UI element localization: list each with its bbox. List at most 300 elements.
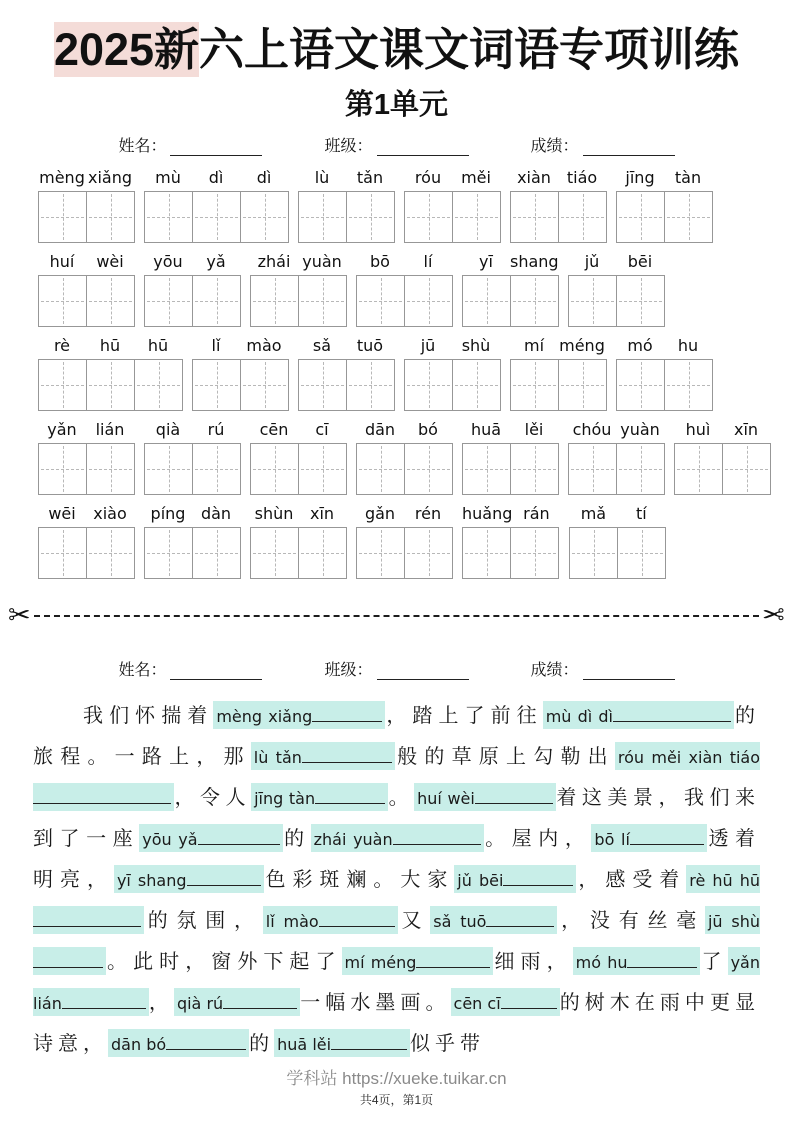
blank-line [501,995,557,1009]
word-group [462,504,560,579]
writing-box [192,359,241,411]
pinyin-labels [568,420,665,443]
writing-box [462,275,511,327]
pinyin-labels [298,336,395,359]
word-group [38,504,135,579]
writing-box [558,191,607,243]
blank-line [198,831,280,845]
writing-box [250,443,299,495]
passage-text: 。屋内， [483,827,592,850]
pinyin-labels [298,168,395,191]
pinyin-row [38,252,793,327]
word-group [568,252,665,327]
writing-box [462,527,511,579]
pinyin-labels [144,420,241,443]
pinyin-syllable: tuō [356,335,384,355]
writing-boxes [356,275,453,327]
writing-boxes [569,527,666,579]
pinyin-syllable: lián [95,419,125,439]
writing-box [38,527,87,579]
blank-pinyin: mí méng [344,952,417,972]
fill-blank [414,783,556,811]
writing-box [664,191,713,243]
fill-blank [591,824,706,852]
writing-boxes [462,275,559,327]
pinyin-syllable: wèi [96,251,124,271]
pinyin-syllable: hū [147,335,169,355]
writing-box [298,359,347,411]
writing-box [298,275,347,327]
pinyin-labels [616,168,713,191]
pinyin-row [38,504,793,579]
blank-pinyin: mèng xiǎng [216,706,313,726]
cut-line [8,599,785,633]
info-field [531,657,675,680]
passage-text: 的氛围， [144,909,263,932]
pinyin-syllable: lí [423,251,433,271]
pinyin-syllable: lěi [524,419,544,439]
passage-text: ，没有丝毫 [557,909,705,932]
passage-text: 的 [249,1032,275,1055]
writing-boxes [250,527,347,579]
writing-box [192,443,241,495]
blank-line [62,995,146,1009]
word-group [298,336,395,411]
info-row [0,133,793,156]
pinyin-labels [192,336,289,359]
passage-text: 。 [388,786,415,809]
info-field-label: 成绩： [530,137,579,155]
blank-line [331,1036,407,1050]
pinyin-syllable: yī [479,251,493,271]
pinyin-syllable: xiǎng [87,167,132,187]
writing-box [404,443,453,495]
writing-boxes [298,359,395,411]
pinyin-labels [404,168,501,191]
blank-pinyin: yī shang [116,870,187,890]
writing-boxes [38,443,135,495]
fill-blank [573,947,701,975]
passage-text: 的 [282,827,311,850]
fill-blank [108,1029,249,1057]
pinyin-syllable: mào [246,335,282,355]
pinyin-syllable: píng [150,503,186,523]
info-blank-line [583,138,675,156]
writing-box [568,275,617,327]
word-group [356,252,453,327]
word-group [144,420,241,495]
pinyin-labels [569,504,666,527]
pinyin-syllable: rén [414,503,442,523]
blank-line [33,913,141,927]
passage-text: 细雨， [493,950,573,973]
passage-text: ，踏上了前往 [385,704,543,727]
pinyin-labels [250,504,347,527]
word-group [192,336,289,411]
writing-boxes [298,191,395,243]
dashed-line [34,615,760,617]
writing-box [86,527,135,579]
pinyin-labels [510,336,607,359]
blank-pinyin: lǐ mào [265,911,319,931]
info-field-label: 姓名： [118,137,167,155]
writing-box [452,359,501,411]
pinyin-syllable: huǎng [462,503,513,523]
pinyin-labels [356,420,453,443]
writing-boxes [510,359,607,411]
writing-box [298,527,347,579]
pinyin-syllable: tí [636,503,647,523]
pinyin-labels [38,336,183,359]
info-field [324,133,468,156]
pinyin-syllable: xīn [733,419,759,439]
pinyin-syllable: hū [99,335,121,355]
pinyin-labels [510,168,607,191]
pinyin-syllable: xīn [309,503,335,523]
passage-text: ，感受着 [576,868,687,891]
blank-line [33,790,171,804]
word-group [616,336,713,411]
pinyin-row [38,336,793,411]
writing-box [510,359,559,411]
writing-boxes [356,443,453,495]
fill-blank [139,824,282,852]
writing-boxes [404,191,501,243]
fill-blank [251,783,388,811]
word-group [144,252,241,327]
writing-box [462,443,511,495]
writing-box [452,191,501,243]
passage-text: 的旅程。一路上，那 [33,704,761,768]
pinyin-syllable: róu [414,167,442,187]
fill-blank [174,988,300,1016]
blank-pinyin: cēn cī [453,993,501,1013]
writing-boxes [616,359,713,411]
pinyin-labels [38,252,135,275]
fill-blank [543,701,734,729]
pinyin-syllable: tiáo [566,167,598,187]
writing-box [38,191,87,243]
writing-box [616,443,665,495]
word-group [38,168,135,243]
word-group [38,336,183,411]
pinyin-labels [568,252,665,275]
writing-box [664,359,713,411]
passage-text: 一幅水墨画。 [300,991,451,1014]
pinyin-labels [38,168,135,191]
writing-box [192,275,241,327]
pinyin-syllable: huā [470,419,502,439]
word-group [510,168,607,243]
fill-blank [114,865,264,893]
writing-boxes [510,191,607,243]
word-group [568,420,665,495]
word-group [356,420,453,495]
pinyin-labels [144,504,241,527]
fill-blank [430,906,557,934]
pinyin-syllable: lù [314,167,330,187]
pinyin-syllable: shù [461,335,491,355]
pinyin-syllable: gǎn [364,503,396,523]
pinyin-syllable: qià [155,419,181,439]
pinyin-syllable: xiào [93,503,127,523]
writing-boxes [192,359,289,411]
pinyin-row [38,420,793,495]
pinyin-syllable: měi [461,167,491,187]
blank-line [33,954,103,968]
writing-box [404,275,453,327]
writing-boxes [674,443,771,495]
passage-text: 色彩斑斓。大家 [263,868,455,891]
pinyin-syllable: hu [677,335,699,355]
scissors-icon: ✂ [8,600,31,631]
writing-box [192,527,241,579]
writing-box [298,191,347,243]
pinyin-labels [674,420,771,443]
pinyin-labels [38,504,135,527]
pinyin-syllable: rán [523,503,550,523]
pinyin-syllable: yōu [153,251,183,271]
writing-box [250,527,299,579]
pinyin-syllable: bō [370,251,390,271]
info-row [0,657,793,680]
pinyin-syllable: cī [315,419,329,439]
passage [33,696,760,1065]
word-group [674,420,771,495]
writing-box [404,191,453,243]
pinyin-syllable: rè [53,335,71,355]
blank-pinyin: jǔ bēi [457,870,504,890]
blank-line [475,790,553,804]
pinyin-syllable: jǔ [584,251,600,271]
writing-box [558,359,607,411]
pinyin-syllable: shùn [254,503,294,523]
info-blank-line [170,662,262,680]
pinyin-syllable: dì [256,167,272,187]
word-group [250,504,347,579]
site-link: 学科站 https://xueke.tuikar.cn [286,1069,507,1088]
pinyin-labels [462,252,559,275]
passage-text: 。此时，窗外下起了 [106,950,342,973]
word-group [298,168,395,243]
blank-pinyin: jū shù [707,911,761,931]
info-field-label: 班级： [324,661,373,679]
writing-boxes [144,443,241,495]
pinyin-syllable: mí [523,335,545,355]
pinyin-syllable: dì [208,167,224,187]
writing-box [144,191,193,243]
pinyin-syllable: huì [685,419,711,439]
blank-pinyin: qià rú [176,993,224,1013]
pinyin-syllable: jū [420,335,436,355]
blank-line [486,913,554,927]
scissors-icon: ✂ [762,600,785,631]
fill-blank [451,988,560,1016]
pinyin-syllable: yǎn [47,419,77,439]
writing-box [86,191,135,243]
word-group [250,252,347,327]
writing-boxes [250,275,347,327]
word-group [462,252,559,327]
writing-boxes [144,527,241,579]
fill-blank [311,824,484,852]
writing-boxes [568,275,665,327]
writing-box [617,527,666,579]
pinyin-syllable: sǎ [312,335,332,355]
pinyin-labels [462,504,560,527]
pinyin-syllable: zhái [257,251,291,271]
blank-pinyin: mó hu [575,952,628,972]
pinyin-syllable: dàn [200,503,232,523]
word-group [250,420,347,495]
info-blank-line [583,662,675,680]
word-group [144,504,241,579]
writing-box [569,527,618,579]
pinyin-syllable: yǎ [206,251,226,271]
writing-box [404,359,453,411]
writing-boxes [404,359,501,411]
writing-box [568,443,617,495]
writing-boxes [616,191,713,243]
passage-text: 透着明亮， [33,827,760,891]
pinyin-syllable: huí [49,251,75,271]
pinyin-syllable: shang [510,251,559,271]
info-field [118,133,262,156]
pinyin-labels [356,252,453,275]
blank-pinyin: bō lí [594,829,630,849]
page-count: 共4页，第1页 [359,1093,434,1107]
writing-box [240,359,289,411]
pinyin-labels [250,420,347,443]
pinyin-syllable: tàn [674,167,702,187]
passage-text: 着这美景，我们来到了一座 [33,786,761,850]
pinyin-syllable: méng [559,335,605,355]
page-title [8,24,785,76]
pinyin-section [38,168,793,579]
info-blank-line [170,138,262,156]
writing-box [38,275,87,327]
pinyin-syllable: mǎ [580,503,607,523]
writing-box [616,275,665,327]
passage-text: ，令人 [174,786,252,809]
pinyin-labels [144,252,241,275]
pinyin-syllable: mó [627,335,653,355]
writing-box [144,527,193,579]
blank-line [613,708,731,722]
passage-text: 似乎带 [410,1032,486,1055]
writing-box [86,359,135,411]
blank-pinyin: rè hū hū [689,870,761,890]
blank-pinyin: huí wèi [417,788,475,808]
pinyin-syllable: mù [155,167,181,187]
word-group [569,504,666,579]
pinyin-syllable: xiàn [517,167,551,187]
passage-text: 了 [700,950,728,973]
writing-box [346,359,395,411]
pinyin-syllable: tǎn [356,167,384,187]
word-group [356,504,453,579]
blank-pinyin: mù dì dì [545,706,613,726]
writing-box [722,443,771,495]
blank-line [503,872,573,886]
writing-box [38,443,87,495]
word-group [462,420,559,495]
word-group [404,336,501,411]
pinyin-syllable: jīng [625,167,655,187]
writing-box [616,191,665,243]
writing-box [510,443,559,495]
writing-boxes [356,527,453,579]
pinyin-labels [356,504,453,527]
blank-line [319,913,395,927]
blank-pinyin: lù tǎn [253,747,302,767]
blank-line [393,831,481,845]
blank-pinyin: yōu yǎ [142,829,198,849]
pinyin-syllable: cēn [259,419,289,439]
passage-text: 又 [397,909,431,932]
writing-boxes [38,191,135,243]
info-field [324,657,468,680]
writing-box [144,443,193,495]
info-blank-line [377,138,469,156]
pinyin-syllable: bēi [627,251,653,271]
writing-boxes [462,443,559,495]
fill-blank [274,1029,410,1057]
writing-box [86,275,135,327]
word-group [144,168,289,243]
passage-text: ， [148,991,174,1014]
fill-blank [251,742,395,770]
blank-pinyin: róu měi xiàn tiáo [617,747,761,767]
blank-line [315,790,385,804]
blank-pinyin: yǎn lián [33,952,760,1013]
word-group [404,168,501,243]
info-field-label: 班级： [324,137,373,155]
writing-box [356,443,405,495]
writing-box [298,443,347,495]
blank-pinyin: zhái yuàn [313,829,393,849]
writing-box [674,443,723,495]
word-group [38,420,135,495]
info-field [118,657,262,680]
pinyin-syllable: bó [418,419,438,439]
info-blank-line [377,662,469,680]
writing-boxes [144,275,241,327]
blank-line [416,954,490,968]
writing-boxes [38,527,135,579]
writing-boxes [250,443,347,495]
writing-box [134,359,183,411]
unit-subtitle: 第1单元 [344,88,449,121]
word-group [38,252,135,327]
writing-box [616,359,665,411]
blank-line [187,872,261,886]
writing-box [86,443,135,495]
writing-boxes [38,359,183,411]
writing-box [510,275,559,327]
writing-box [356,275,405,327]
pinyin-syllable: rú [207,419,225,439]
pinyin-syllable: lǐ [211,335,221,355]
pinyin-syllable: yuàn [620,419,660,439]
pinyin-labels [462,420,559,443]
info-field-label: 姓名： [118,661,167,679]
writing-box [356,527,405,579]
writing-box [144,275,193,327]
writing-boxes [144,191,289,243]
title-highlight: 2025新 [53,24,200,75]
word-group [510,336,607,411]
